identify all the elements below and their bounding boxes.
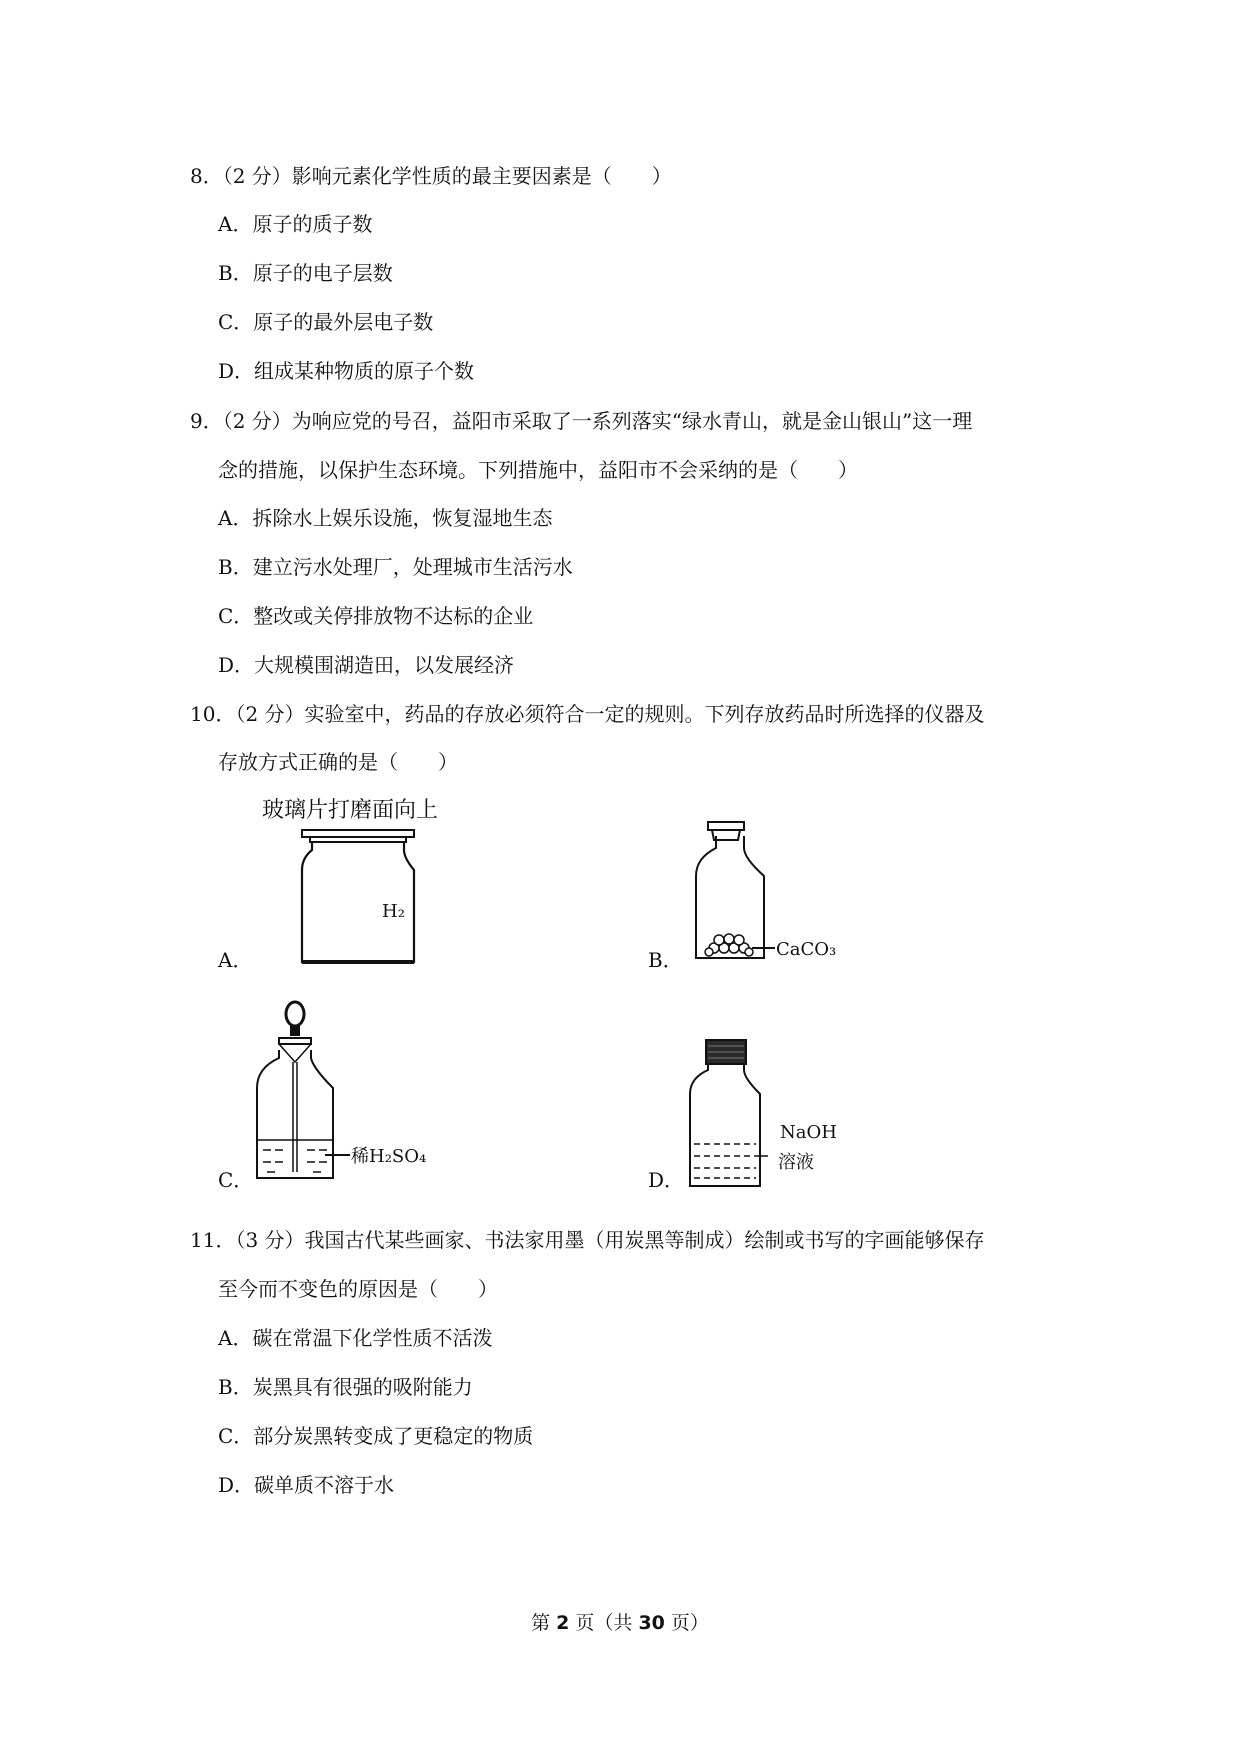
question-11-stem-line2: 至今而不变色的原因是（ ） xyxy=(218,1277,498,1301)
figure-d-reagent-line1: NaOH xyxy=(780,1122,837,1143)
figure-c-label: C． xyxy=(218,1168,254,1192)
question-8-option-b: B．原子的电子层数 xyxy=(218,261,393,285)
figure-c-reagent: 稀H₂SO₄ xyxy=(351,1146,427,1167)
footer-prefix: 第 xyxy=(531,1612,557,1634)
figure-b-bottle-diagram xyxy=(680,822,860,962)
rubber-bulb xyxy=(286,1002,304,1026)
question-11-option-a: A．碳在常温下化学性质不活泼 xyxy=(218,1326,493,1350)
figure-a-bottle-diagram xyxy=(290,828,440,968)
stopper-top xyxy=(708,822,744,830)
figure-d-reagent-line2: 溶液 xyxy=(778,1152,814,1173)
question-8-option-d: D．组成某种物质的原子个数 xyxy=(218,359,475,383)
question-11-stem-line1: 11．（3 分）我国古代某些画家、书法家用墨（用炭黑等制成）绘制或书写的字画能够保存 xyxy=(190,1228,985,1252)
figure-a-reagent: H₂ xyxy=(382,901,405,922)
caco3-granules xyxy=(705,934,753,956)
question-11-option-c: C．部分炭黑转变成了更稳定的物质 xyxy=(218,1424,534,1448)
question-9-option-c: C．整改或关停排放物不达标的企业 xyxy=(218,604,534,628)
question-11-option-b: B．炭黑具有很强的吸附能力 xyxy=(218,1375,473,1399)
bottle-body xyxy=(257,1050,333,1178)
question-9-stem-line1: 9．（2 分）为响应党的号召，益阳市采取了一系列落实“绿水青山，就是金山银山”这一理 xyxy=(190,409,973,433)
question-10-stem-line1: 10．（2 分）实验室中，药品的存放必须符合一定的规则。下列存放药品时所选择的仪器及 xyxy=(190,702,985,726)
dropper-cap xyxy=(279,1038,311,1044)
figure-b-label: B． xyxy=(648,948,683,972)
question-9-stem-line2: 念的措施，以保护生态环境。下列措施中，益阳市不会采纳的是（ ） xyxy=(218,458,858,482)
current-page-number: 2 xyxy=(556,1612,570,1634)
page-footer xyxy=(0,1614,1240,1633)
question-10-stem-line2: 存放方式正确的是（ ） xyxy=(218,750,458,774)
question-9-option-b: B．建立污水处理厂，处理城市生活污水 xyxy=(218,555,573,579)
figure-a-caption: 玻璃片打磨面向上 xyxy=(262,798,439,823)
figure-a-label: A． xyxy=(218,948,253,972)
figure-c-dropper-bottle-diagram xyxy=(255,1000,455,1190)
dropper-funnel xyxy=(279,1044,311,1062)
question-8-option-c: C．原子的最外层电子数 xyxy=(218,310,434,334)
footer-suffix: 页） xyxy=(664,1612,709,1634)
figure-b-reagent: CaCO₃ xyxy=(776,939,837,960)
liquid-dashes xyxy=(263,1150,327,1172)
total-pages-number: 30 xyxy=(638,1612,665,1634)
question-8-option-a: A．原子的质子数 xyxy=(218,212,373,236)
bulb-neck xyxy=(290,1026,300,1036)
question-9-option-d: D．大规模围湖造田，以发展经济 xyxy=(218,653,515,677)
question-9-option-a: A．拆除水上娱乐设施，恢复湿地生态 xyxy=(218,506,553,530)
figure-d-label: D． xyxy=(648,1168,685,1192)
solution-lines xyxy=(694,1144,756,1178)
figure-d-bottle-diagram xyxy=(690,1040,870,1190)
footer-middle: 页（共 xyxy=(569,1612,639,1634)
glass-plate xyxy=(302,830,414,837)
question-8-stem: 8．（2 分）影响元素化学性质的最主要因素是（ ） xyxy=(190,164,672,188)
question-11-option-d: D．碳单质不溶于水 xyxy=(218,1473,395,1497)
